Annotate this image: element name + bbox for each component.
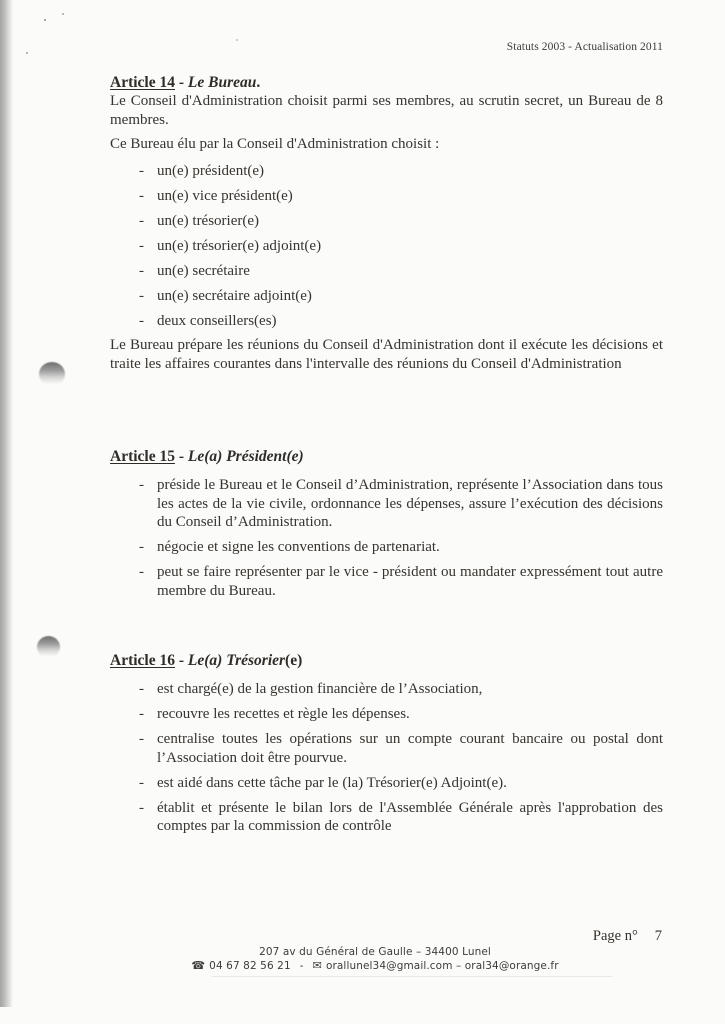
- list-item-text: - est aidé dans cette tâche par le (la) Trésorier(e) Adjoint(e).: [157, 774, 507, 791]
- article-14-heading: [110, 74, 260, 92]
- list-item-text: - un(e) trésorier(e): [157, 213, 260, 229]
- footer-contact-line: [110, 959, 640, 973]
- article-15-heading: [110, 448, 304, 466]
- article-16-heading: [110, 652, 302, 670]
- list-item: [139, 212, 569, 231]
- list-item: [139, 237, 569, 256]
- page-number-label: Page n°: [592, 928, 638, 944]
- article-title: Le(a) Président(e): [187, 448, 304, 465]
- list-item-text: - établit et présente le bilan lors de l'Assemblée Générale après l'approbation des comptes par la commission de contrôle: [157, 799, 663, 834]
- document-edition-header: Statuts 2003 - Actualisation 2011: [506, 41, 663, 53]
- list-item-text: - un(e) vice président(e): [157, 188, 293, 204]
- footer-contact-block: [110, 946, 640, 973]
- list-item: [139, 262, 569, 281]
- article-title: Le(a) Trésorier: [187, 652, 286, 669]
- scan-speckle: [62, 13, 64, 15]
- mail-icon: ✉: [312, 959, 322, 972]
- list-item-text: - recouvre les recettes et règle les dépenses.: [157, 706, 410, 722]
- list-item-text: - un(e) secrétaire adjoint(e): [157, 288, 312, 304]
- list-item-text: - peut se faire représenter par le vice - président ou mandater expressément tout autre membre du Bureau.: [157, 564, 663, 599]
- article-15-list: [139, 476, 663, 607]
- scan-speckle: [26, 52, 28, 54]
- article-number: Article 15: [110, 448, 175, 465]
- phone-icon: ☎: [191, 959, 206, 972]
- article-14-list: [139, 162, 569, 337]
- scan-speckle: [236, 39, 238, 41]
- list-item-text: - est chargé(e) de la gestion financière de l’Association,: [157, 681, 483, 697]
- list-item-text: - un(e) trésorier(e) adjoint(e): [157, 238, 322, 254]
- article-14-paragraph-1: Le Conseil d'Administration choisit parmi ses membres, au scrutin secret, un Bureau de 8 membres.: [110, 93, 663, 128]
- list-item-text: - deux conseillers(es): [157, 313, 277, 329]
- article-14-paragraph-2: Ce Bureau élu par la Conseil d'Administration choisit :: [110, 136, 440, 152]
- punch-hole: [37, 636, 60, 658]
- list-item: [139, 287, 569, 306]
- scan-edge-shadow: [0, 0, 13, 1007]
- list-item-text: - préside le Bureau et le Conseil d’Administration, représente l’Association dans tous les actes de la vie civile, ordonnance les dépenses, assure l’exécution des décisions du Conseil d’Administration.: [157, 477, 663, 530]
- list-item: [139, 774, 663, 793]
- list-item: [139, 680, 663, 699]
- list-item: [139, 476, 663, 532]
- list-item: [139, 799, 663, 836]
- scan-speckle: [44, 19, 46, 21]
- list-item-text: - un(e) président(e): [157, 163, 265, 179]
- footer-phone: 04 67 82 56 21: [209, 960, 291, 972]
- heading-separator: -: [174, 448, 188, 465]
- list-item: [139, 730, 663, 767]
- footer-address-line: 207 av du Général de Gaulle – 34400 Lunel: [259, 946, 491, 958]
- list-item-text: - centralise toutes les opérations sur un compte courant bancaire ou postal dont l’Association doit être pourvue.: [157, 731, 663, 766]
- list-item: [139, 538, 663, 557]
- article-title-suffix: (e): [285, 652, 303, 669]
- article-number: Article 14: [110, 74, 175, 91]
- list-item-text: - un(e) secrétaire: [157, 263, 250, 279]
- footer-emails: orallunel34@gmail.com – oral34@orange.fr: [325, 960, 559, 972]
- list-item: [139, 312, 569, 331]
- punch-hole: [39, 362, 65, 386]
- page-number-value: 7: [654, 928, 662, 944]
- scan-artifact: [212, 976, 612, 977]
- list-item: [139, 162, 569, 181]
- list-item: [139, 563, 663, 600]
- article-14-paragraph-3: Le Bureau prépare les réunions du Conseil d'Administration dont il exécute les décisions et traite les affaires courantes dans l'intervalle des réunions du Conseil d'Administration: [110, 337, 663, 372]
- article-16-list: [139, 680, 663, 842]
- article-title: Le Bureau: [187, 74, 257, 91]
- list-item-text: - négocie et signe les conventions de partenariat.: [157, 539, 440, 555]
- heading-separator: -: [174, 652, 188, 669]
- article-title-suffix: .: [256, 74, 261, 91]
- heading-separator: -: [174, 74, 188, 91]
- list-item: [139, 187, 569, 206]
- article-number: Article 16: [110, 652, 175, 669]
- footer-separator: -: [299, 960, 304, 972]
- list-item: [139, 705, 663, 724]
- page-number: [593, 928, 662, 945]
